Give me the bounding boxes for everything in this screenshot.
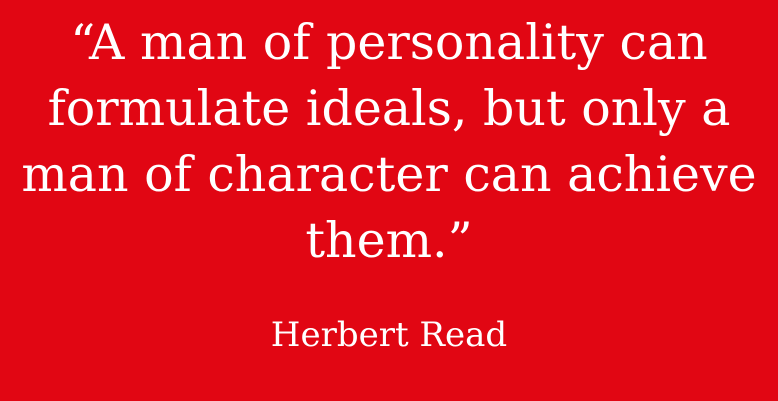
quote-line-2: formulate ideals, but only a <box>47 80 731 137</box>
quote-line-3: man of character can achieve <box>21 146 757 203</box>
quote-line-1: “A man of personality can <box>70 14 708 71</box>
quote-text <box>0 10 778 274</box>
quote-author: Herbert Read <box>270 315 508 355</box>
quote-line-4: them.” <box>305 212 473 269</box>
